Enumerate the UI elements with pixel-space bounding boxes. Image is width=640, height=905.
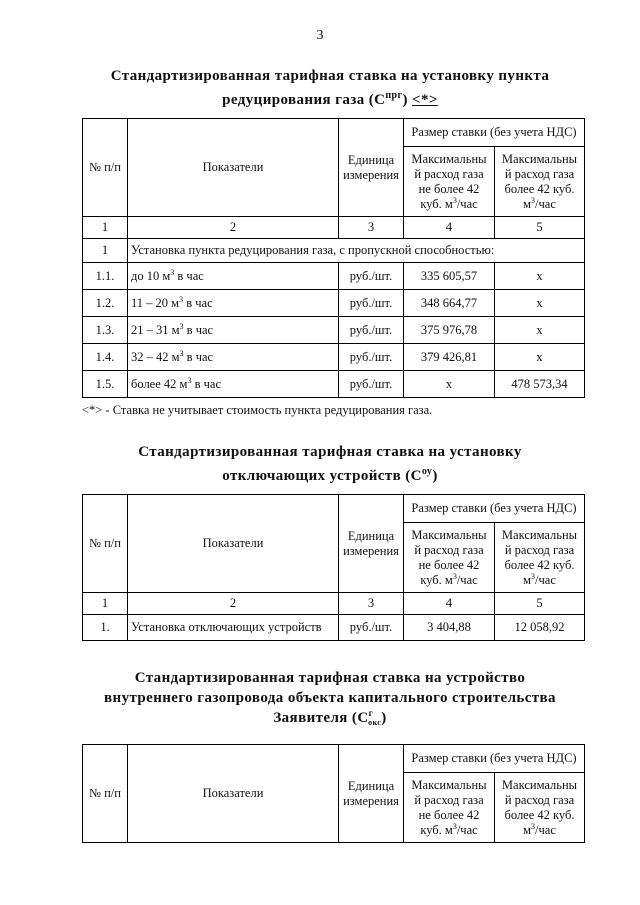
section1-title [60,66,600,110]
section3-title-line1: Стандартизированная тарифная ставка на устройство [134,670,526,686]
section2-title-line2: отключающих устройств $(С^{оу})$ [222,466,438,484]
table-row: 1.2. 11 – 20 $м^3$ в час руб./шт. 348 664,77 х [83,290,585,317]
section3-table [82,744,585,843]
header-rate-group: Размер ставки (без учета НДС) [404,119,585,147]
header-unit: Единица измерения [339,495,404,593]
section2-title-line1: Стандартизированная тарифная ставка на установку [138,444,522,460]
section3-title [60,668,600,730]
table-row: 1.3. 21 – 31 $м^3$ в час руб./шт. 375 976,78 х [83,317,585,344]
header-col4: Максимальны й расход газа не более 42 куб. $м^3$/час [404,523,495,593]
header-indicator: Показатели [128,119,339,217]
header-num: № п/п [83,119,128,217]
header-indicator: Показатели [128,495,339,593]
header-col4: Максимальны й расход газа не более 42 куб. $м^3$/час [404,773,495,843]
header-num: № п/п [83,745,128,843]
header-num: № п/п [83,495,128,593]
footnote-mark: <*> [412,92,438,108]
header-col5: Максимальны й расход газа более 42 куб. $м^3$/час [495,773,585,843]
section3-title-line3: Заявителя $(С^г_{окс})$ [273,708,387,727]
header-indicator: Показатели [128,745,339,843]
header-col5: Максимальны й расход газа более 42 куб. $м^3$/час [495,147,585,217]
section1-table [82,118,585,398]
index-row: 1 2 3 4 5 [83,593,585,615]
table-row: 1.1. до 10 $м^3$ в час руб./шт. 335 605,57 х [83,263,585,290]
header-col4: Максимальны й расход газа не более 42 куб. $м^3$/час [404,147,495,217]
section3-title-line2: внутреннего газопровода объекта капитального строительства [104,690,556,706]
section1-title-line1: Стандартизированная тарифная ставка на установку пункта [110,68,550,84]
table-row: 1. Установка отключающих устройств руб./шт. 3 404,88 12 058,92 [83,615,585,641]
header-rate-group: Размер ставки (без учета НДС) [404,745,585,773]
footnote: <*> - Ставка не учитывает стоимость пункта редуцирования газа. [82,403,433,417]
table-row: 1.5. более 42 $м^3$ в час руб./шт. х 478 573,34 [83,371,585,398]
header-unit: Единица измерения [339,745,404,843]
index-row: 1 2 3 4 5 [83,217,585,239]
group-row: 1 Установка пункта редуцирования газа, с пропускной способностью: [83,239,585,263]
section1-title-line2: редуцирования газа $(С^{прг})$ <*> [222,90,438,108]
header-rate-group: Размер ставки (без учета НДС) [404,495,585,523]
header-unit: Единица измерения [339,119,404,217]
page-number: 3 [316,28,324,43]
header-col5: Максимальны й расход газа более 42 куб. $м^3$/час [495,523,585,593]
section2-title [60,442,600,486]
table-row: 1.4. 32 – 42 $м^3$ в час руб./шт. 379 426,81 х [83,344,585,371]
section2-table [82,494,585,641]
